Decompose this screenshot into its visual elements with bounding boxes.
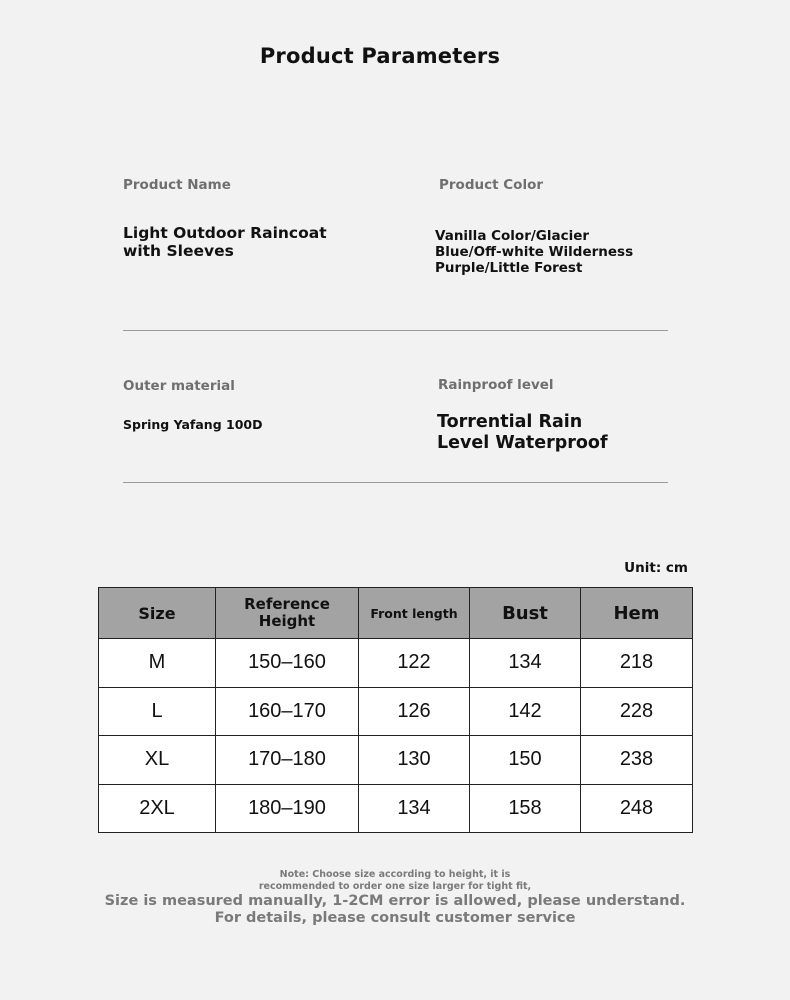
cell-bust: 150 bbox=[470, 736, 581, 785]
outer-material-label: Outer material bbox=[123, 378, 235, 394]
section-divider bbox=[123, 330, 668, 331]
rainproof-level-value bbox=[437, 412, 608, 453]
outer-material-value bbox=[123, 418, 262, 433]
note-line: recommended to order one size larger for tight fit, bbox=[258, 881, 532, 892]
cell-front-length: 134 bbox=[359, 784, 470, 833]
cell-hem: 238 bbox=[581, 736, 693, 785]
product-name-label: Product Name bbox=[123, 177, 231, 193]
size-table-header-row bbox=[99, 588, 693, 639]
note-line: For details, please consult customer service bbox=[214, 910, 576, 926]
cell-bust: 158 bbox=[470, 784, 581, 833]
product-color-line: Blue/Off-white Wilderness bbox=[435, 243, 634, 260]
rainproof-level-label: Rainproof level bbox=[438, 377, 554, 393]
table-row bbox=[99, 736, 693, 785]
product-name-line: with Sleeves bbox=[123, 242, 234, 261]
cell-reference-height: 160–170 bbox=[216, 687, 359, 736]
cell-reference-height: 180–190 bbox=[216, 784, 359, 833]
size-table bbox=[98, 587, 693, 833]
rainproof-level-line: Level Waterproof bbox=[437, 432, 608, 453]
section-divider bbox=[123, 482, 668, 483]
cell-front-length: 126 bbox=[359, 687, 470, 736]
table-row bbox=[99, 784, 693, 833]
product-color-value bbox=[435, 229, 633, 277]
page-title: Product Parameters bbox=[259, 44, 501, 68]
cell-size: L bbox=[99, 687, 216, 736]
size-notes bbox=[0, 869, 790, 927]
cell-reference-height: 170–180 bbox=[216, 736, 359, 785]
header-hem: Hem bbox=[581, 588, 693, 639]
product-color-line: Purple/Little Forest bbox=[435, 259, 583, 276]
outer-material-line: Spring Yafang 100D bbox=[123, 417, 263, 432]
cell-reference-height: 150–160 bbox=[216, 639, 359, 688]
cell-size: M bbox=[99, 639, 216, 688]
table-row bbox=[99, 639, 693, 688]
cell-hem: 248 bbox=[581, 784, 693, 833]
header-front-length: Front length bbox=[359, 588, 470, 639]
cell-bust: 134 bbox=[470, 639, 581, 688]
cell-bust: 142 bbox=[470, 687, 581, 736]
cell-size: 2XL bbox=[99, 784, 216, 833]
cell-hem: 218 bbox=[581, 639, 693, 688]
table-row bbox=[99, 687, 693, 736]
note-line: Note: Choose size according to height, it is bbox=[279, 869, 511, 880]
product-name-line: Light Outdoor Raincoat bbox=[123, 224, 327, 242]
cell-front-length: 122 bbox=[359, 639, 470, 688]
cell-front-length: 130 bbox=[359, 736, 470, 785]
rainproof-level-line: Torrential Rain bbox=[437, 412, 583, 432]
cell-hem: 228 bbox=[581, 687, 693, 736]
header-size: Size bbox=[99, 588, 216, 639]
product-color-line: Vanilla Color/Glacier bbox=[435, 228, 590, 244]
note-line: Size is measured manually, 1-2CM error is allowed, please understand. bbox=[104, 893, 686, 909]
product-color-label: Product Color bbox=[439, 177, 543, 193]
unit-label: Unit: cm bbox=[624, 560, 688, 576]
cell-size: XL bbox=[99, 736, 216, 785]
header-reference-height: Reference Height bbox=[216, 588, 359, 639]
header-bust: Bust bbox=[470, 588, 581, 639]
product-name-value bbox=[123, 224, 327, 261]
